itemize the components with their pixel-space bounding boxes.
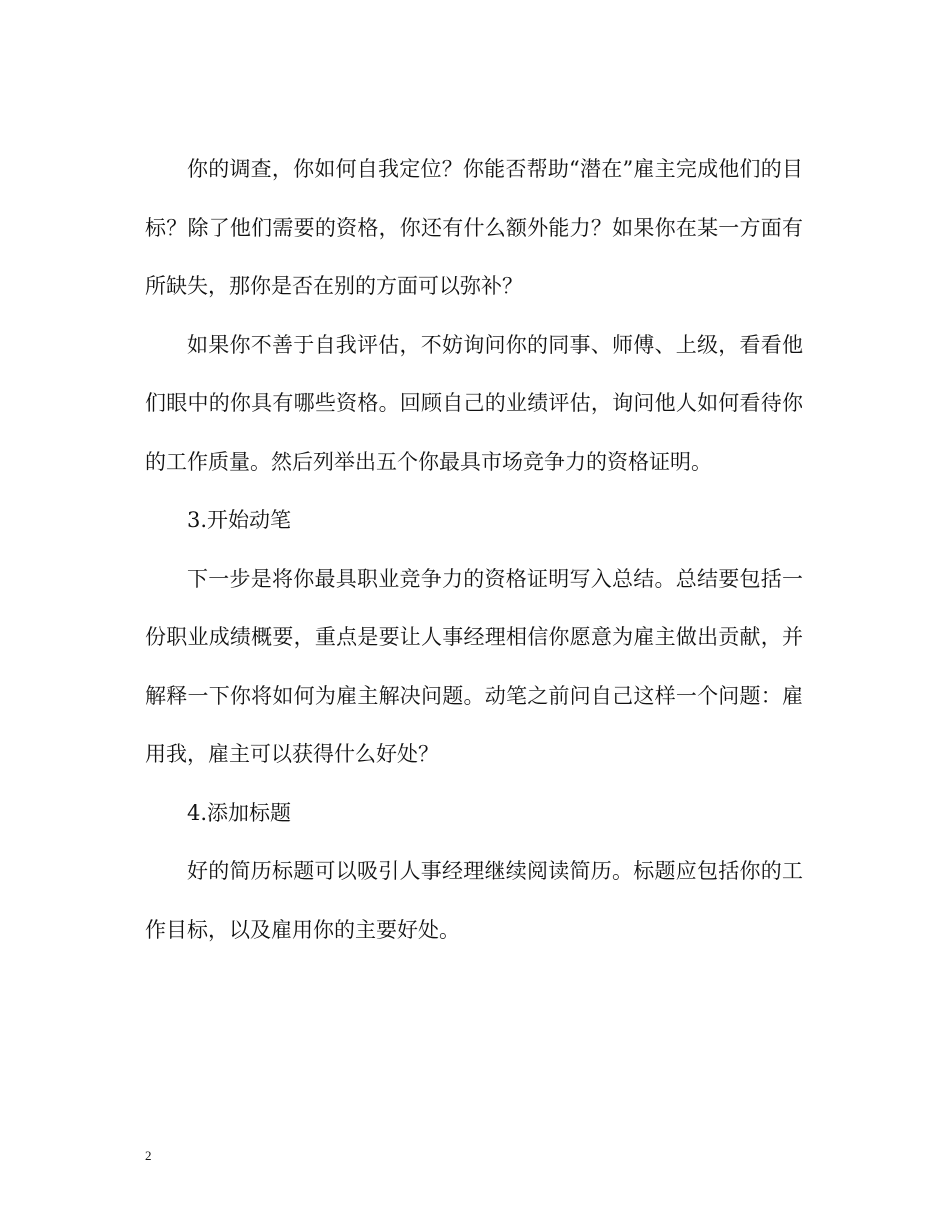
paragraph-self-evaluation: 如果你不善于自我评估，不妨询问你的同事、师傅、上级，看看他们眼中的你具有哪些资格。回顾自己的业绩评估，询问他人如何看待你的工作质量。然后列举出五个你最具市场竞争力的资格证明。 xyxy=(145,332,803,474)
paragraph-write-summary: 下一步是将你最具职业竞争力的资格证明写入总结。总结要包括一份职业成绩概要，重点是要让人事经理相信你愿意为雇主做出贡献，并解释一下你将如何为雇主解决问题。动笔之前问自己这样一个问题：雇用我，雇主可以获得什么好处？ xyxy=(145,566,803,766)
paragraph-self-positioning: 你的调查，你如何自我定位？你能否帮助“潜在”雇主完成他们的目标？除了他们需要的资格，你还有什么额外能力？如果你在某一方面有所缺失，那你是否在别的方面可以弥补？ xyxy=(145,157,803,298)
section-heading-start-writing: 3.开始动笔 xyxy=(187,508,292,532)
paragraph-resume-title: 好的简历标题可以吸引人事经理继续阅读简历。标题应包括你的工作目标，以及雇用你的主要好处。 xyxy=(145,859,803,942)
page-number: 2 xyxy=(145,1148,152,1163)
section-heading-add-title: 4.添加标题 xyxy=(187,800,292,825)
document-body xyxy=(145,140,803,959)
